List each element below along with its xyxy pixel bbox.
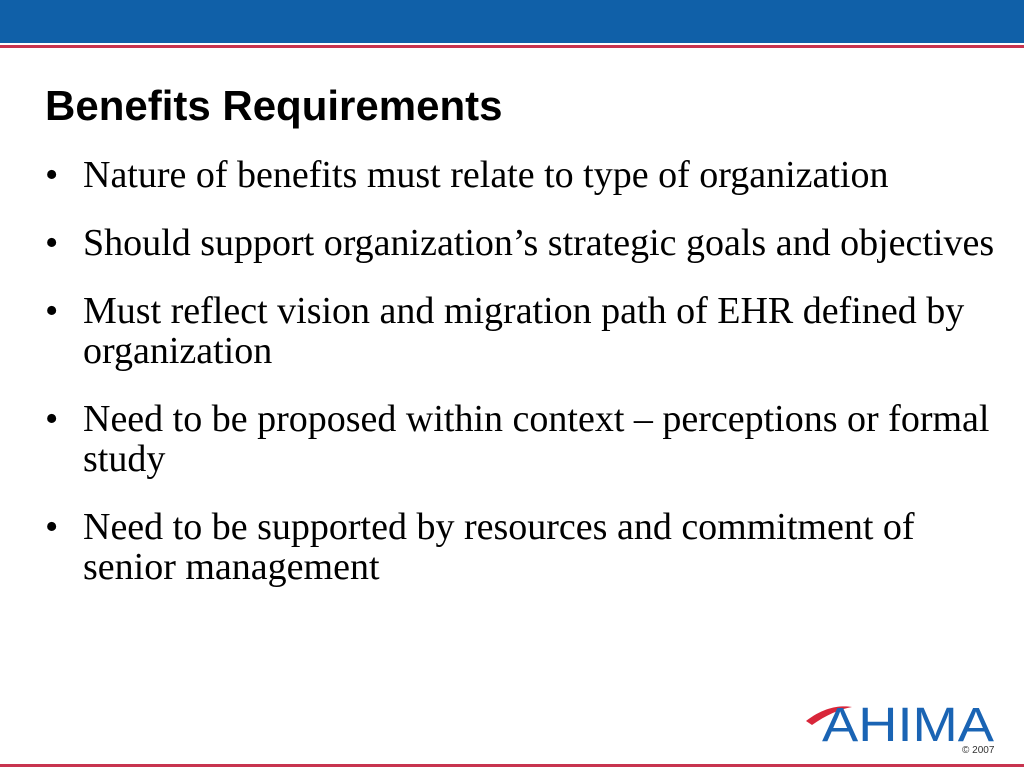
bullet-text: Should support organization’s strategic goals and objectives xyxy=(83,222,995,264)
bullet-item xyxy=(45,399,1005,479)
bullet-dot-icon: • xyxy=(45,506,59,548)
bullet-text: Must reflect vision and migration path of EHR defined by organization xyxy=(83,290,965,372)
bullet-item xyxy=(45,291,1005,371)
bullet-dot-icon: • xyxy=(45,398,59,440)
copyright-text: © 2007 xyxy=(962,745,995,756)
bullet-text: Nature of benefits must relate to type of organization xyxy=(83,154,889,196)
logo-text: AHIMA xyxy=(822,699,994,749)
slide-title: Benefits Requirements xyxy=(45,82,503,129)
bullet-item xyxy=(45,155,1005,195)
bullet-text: Need to be proposed within context – perceptions or formal study xyxy=(83,398,990,480)
header-rule xyxy=(0,45,1024,48)
bullet-dot-icon: • xyxy=(45,154,59,196)
bullet-item xyxy=(45,223,1005,263)
footer-rule xyxy=(0,764,1024,767)
bullet-text: Need to be supported by resources and commitment of senior management xyxy=(83,506,915,588)
header-band xyxy=(0,0,1024,43)
bullet-list xyxy=(45,155,1005,615)
bullet-dot-icon: • xyxy=(45,222,59,264)
ahima-logo xyxy=(800,693,1000,749)
bullet-item xyxy=(45,507,1005,587)
bullet-dot-icon: • xyxy=(45,290,59,332)
